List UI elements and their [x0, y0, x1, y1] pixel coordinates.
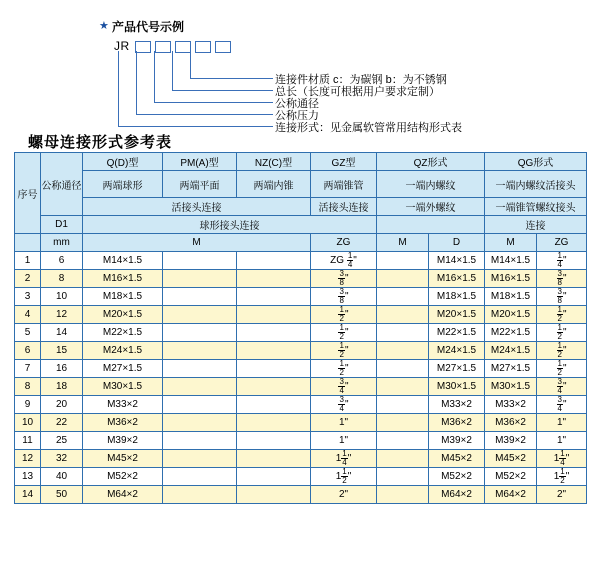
cell-nz: [237, 378, 311, 396]
cell-pm: [163, 450, 237, 468]
th-nz-desc: 两端内锥: [237, 171, 311, 198]
cell-qg-m: M30×1.5: [485, 378, 537, 396]
cell-gz: 1 $\frac{1}{4}$ ": [311, 450, 377, 468]
cell-serial: 4: [15, 306, 41, 324]
cell-serial: 14: [15, 486, 41, 504]
cell-qd: M33×2: [83, 396, 163, 414]
cell-qz-m: [377, 378, 429, 396]
cell-nominal-bore: 16: [41, 360, 83, 378]
cell-qd: M39×2: [83, 432, 163, 450]
cell-qz-m: [377, 414, 429, 432]
th-qg-thread: 一端锥管螺纹接头: [485, 198, 587, 216]
legend-item-bore: 公称通径: [275, 98, 319, 110]
th-qg-connect: 连接: [485, 216, 587, 234]
cell-gz: 1": [311, 432, 377, 450]
cell-qg-zg: $\frac{3}{8}$ ": [537, 288, 587, 306]
table-row: [15, 378, 587, 396]
cell-qg-zg: $\frac{3}{4}$ ": [537, 396, 587, 414]
legend-item-length: 总长（长度可根据用户要求定制）: [275, 86, 440, 98]
table-head: [15, 153, 587, 252]
cell-nominal-bore: 8: [41, 270, 83, 288]
cell-qz-d: M64×2: [429, 486, 485, 504]
table-row: [15, 396, 587, 414]
cell-qz-d: M52×2: [429, 468, 485, 486]
th-type-qd: Q(D)型: [83, 153, 163, 171]
cell-serial: 12: [15, 450, 41, 468]
cell-qg-zg: $\frac{1}{2}$ ": [537, 324, 587, 342]
cell-qz-m: [377, 468, 429, 486]
cell-nz: [237, 270, 311, 288]
cell-pm: [163, 306, 237, 324]
cell-nominal-bore: 32: [41, 450, 83, 468]
cell-qg-zg: 1 $\frac{1}{4}$ ": [537, 450, 587, 468]
table-row: [15, 324, 587, 342]
nut-connection-table: [14, 152, 587, 504]
cell-nz: [237, 414, 311, 432]
cell-qz-m: [377, 306, 429, 324]
cell-serial: 2: [15, 270, 41, 288]
th-d1: D1: [41, 216, 83, 234]
cell-qz-d: M16×1.5: [429, 270, 485, 288]
th-unit-qg-zg: ZG: [537, 234, 587, 252]
th-union-connect: 活接头连接: [83, 198, 311, 216]
cell-qg-m: M20×1.5: [485, 306, 537, 324]
th-qz-thread: 一端外螺纹: [377, 198, 485, 216]
table-row: [15, 432, 587, 450]
cell-qz-d: M18×1.5: [429, 288, 485, 306]
cell-gz: 1 $\frac{1}{2}$ ": [311, 468, 377, 486]
cell-nominal-bore: 12: [41, 306, 83, 324]
cell-gz: $\frac{3}{8}$ ": [311, 288, 377, 306]
cell-qd: M24×1.5: [83, 342, 163, 360]
cell-qd: M52×2: [83, 468, 163, 486]
table-row: [15, 450, 587, 468]
th-unit-zg: ZG: [311, 234, 377, 252]
cell-gz: $\frac{1}{2}$ ": [311, 360, 377, 378]
cell-nominal-bore: 22: [41, 414, 83, 432]
cell-nominal-bore: 20: [41, 396, 83, 414]
product-code-prefix: JR: [114, 39, 130, 53]
cell-qz-d: M39×2: [429, 432, 485, 450]
cell-qd: M30×1.5: [83, 378, 163, 396]
cell-qg-m: M18×1.5: [485, 288, 537, 306]
cell-qz-m: [377, 432, 429, 450]
cell-pm: [163, 414, 237, 432]
cell-serial: 8: [15, 378, 41, 396]
cell-qg-m: M16×1.5: [485, 270, 537, 288]
table-row: [15, 486, 587, 504]
cell-pm: [163, 432, 237, 450]
cell-nominal-bore: 25: [41, 432, 83, 450]
cell-pm: [163, 378, 237, 396]
cell-qz-m: [377, 252, 429, 270]
nut-connection-table-wrapper: [14, 152, 586, 504]
cell-qd: M22×1.5: [83, 324, 163, 342]
cell-qg-zg: $\frac{1}{4}$ ": [537, 252, 587, 270]
cell-pm: [163, 468, 237, 486]
section-title: 螺母连接形式参考表: [28, 134, 173, 151]
cell-serial: 1: [15, 252, 41, 270]
cell-pm: [163, 486, 237, 504]
leader-line-5: [118, 51, 273, 127]
cell-nz: [237, 396, 311, 414]
cell-qz-d: M27×1.5: [429, 360, 485, 378]
cell-gz: $\frac{3}{8}$ ": [311, 270, 377, 288]
cell-qz-d: M14×1.5: [429, 252, 485, 270]
table-row: [15, 306, 587, 324]
cell-nz: [237, 288, 311, 306]
cell-qd: M27×1.5: [83, 360, 163, 378]
cell-qd: M45×2: [83, 450, 163, 468]
cell-qd: M36×2: [83, 414, 163, 432]
cell-qd: M16×1.5: [83, 270, 163, 288]
table-row: [15, 270, 587, 288]
cell-qd: M18×1.5: [83, 288, 163, 306]
cell-qg-m: M36×2: [485, 414, 537, 432]
cell-qg-zg: $\frac{1}{2}$ ": [537, 360, 587, 378]
th-type-pm: PM(A)型: [163, 153, 237, 171]
cell-qz-m: [377, 486, 429, 504]
legend-item-material: 连接件材质 c：为碳钢 b：为不锈钢: [275, 74, 447, 86]
cell-qz-m: [377, 450, 429, 468]
table-row: [15, 414, 587, 432]
cell-serial: 13: [15, 468, 41, 486]
cell-qz-d: M36×2: [429, 414, 485, 432]
legend-item-connection: 连接形式：见金属软管常用结构形式表: [275, 122, 462, 134]
cell-nz: [237, 432, 311, 450]
product-code-legend: [0, 0, 600, 134]
table-row: [15, 288, 587, 306]
table-row: [15, 360, 587, 378]
cell-nz: [237, 342, 311, 360]
cell-gz: $\frac{1}{2}$ ": [311, 306, 377, 324]
cell-nz: [237, 306, 311, 324]
cell-serial: 5: [15, 324, 41, 342]
table-body: [15, 252, 587, 504]
cell-serial: 3: [15, 288, 41, 306]
th-ball-joint: 球形接头连接: [83, 216, 377, 234]
th-type-nz: NZ(C)型: [237, 153, 311, 171]
cell-serial: 11: [15, 432, 41, 450]
cell-gz: $\frac{1}{2}$ ": [311, 324, 377, 342]
th-qd-desc: 两端球形: [83, 171, 163, 198]
cell-qg-zg: $\frac{3}{8}$ ": [537, 270, 587, 288]
cell-nz: [237, 486, 311, 504]
cell-nominal-bore: 10: [41, 288, 83, 306]
cell-pm: [163, 252, 237, 270]
cell-nz: [237, 252, 311, 270]
cell-qd: M64×2: [83, 486, 163, 504]
cell-gz: $\frac{3}{4}$ ": [311, 396, 377, 414]
cell-qg-m: M52×2: [485, 468, 537, 486]
cell-qg-zg: $\frac{1}{2}$ ": [537, 306, 587, 324]
cell-gz: $\frac{3}{4}$ ": [311, 378, 377, 396]
cell-qg-m: M45×2: [485, 450, 537, 468]
th-type-qz: QZ形式: [377, 153, 485, 171]
cell-qz-d: M33×2: [429, 396, 485, 414]
cell-nz: [237, 324, 311, 342]
th-type-gz: GZ型: [311, 153, 377, 171]
th-gz-desc: 两端锥管: [311, 171, 377, 198]
cell-qz-d: M24×1.5: [429, 342, 485, 360]
cell-qz-m: [377, 288, 429, 306]
cell-nz: [237, 360, 311, 378]
cell-gz: ZG $\frac{1}{4}$ ": [311, 252, 377, 270]
th-unit-sn: [15, 234, 41, 252]
cell-pm: [163, 360, 237, 378]
cell-qg-m: M14×1.5: [485, 252, 537, 270]
cell-pm: [163, 288, 237, 306]
th-unit-qz-d: D: [429, 234, 485, 252]
th-pm-desc: 两端平面: [163, 171, 237, 198]
cell-nominal-bore: 15: [41, 342, 83, 360]
cell-pm: [163, 270, 237, 288]
cell-qz-d: M45×2: [429, 450, 485, 468]
cell-gz: $\frac{1}{2}$ ": [311, 342, 377, 360]
cell-qg-zg: 1 $\frac{1}{2}$ ": [537, 468, 587, 486]
cell-qg-zg: $\frac{3}{4}$ ": [537, 378, 587, 396]
cell-gz: 1": [311, 414, 377, 432]
cell-qg-zg: 1": [537, 432, 587, 450]
cell-serial: 7: [15, 360, 41, 378]
cell-nominal-bore: 50: [41, 486, 83, 504]
cell-serial: 6: [15, 342, 41, 360]
cell-nominal-bore: 6: [41, 252, 83, 270]
th-unit-m: M: [83, 234, 311, 252]
th-qz-desc: 一端内螺纹: [377, 171, 485, 198]
cell-qz-d: M22×1.5: [429, 324, 485, 342]
cell-qz-m: [377, 270, 429, 288]
cell-nominal-bore: 14: [41, 324, 83, 342]
th-qg-desc: 一端内螺纹活接头: [485, 171, 587, 198]
cell-nominal-bore: 18: [41, 378, 83, 396]
cell-qz-d: M30×1.5: [429, 378, 485, 396]
cell-qg-zg: 1": [537, 414, 587, 432]
cell-qz-d: M20×1.5: [429, 306, 485, 324]
cell-pm: [163, 396, 237, 414]
table-row: [15, 342, 587, 360]
th-qz-connect: [377, 216, 485, 234]
cell-pm: [163, 342, 237, 360]
cell-qz-m: [377, 342, 429, 360]
th-unit-qz-m: M: [377, 234, 429, 252]
cell-qz-m: [377, 324, 429, 342]
star-icon: ★: [99, 20, 109, 32]
cell-gz: 2": [311, 486, 377, 504]
legend-item-pressure: 公称压力: [275, 110, 319, 122]
th-unit-mm: mm: [41, 234, 83, 252]
cell-nz: [237, 450, 311, 468]
cell-qg-m: M24×1.5: [485, 342, 537, 360]
cell-nz: [237, 468, 311, 486]
th-serial: 序号: [15, 153, 41, 234]
th-nominal-bore: 公称通径: [41, 153, 83, 216]
cell-qz-m: [377, 360, 429, 378]
cell-qd: M14×1.5: [83, 252, 163, 270]
table-row: [15, 252, 587, 270]
cell-qg-zg: $\frac{1}{2}$ ": [537, 342, 587, 360]
cell-qg-m: M27×1.5: [485, 360, 537, 378]
cell-qz-m: [377, 396, 429, 414]
legend-title: 产品代号示例: [112, 20, 185, 34]
cell-qg-m: M39×2: [485, 432, 537, 450]
cell-serial: 10: [15, 414, 41, 432]
cell-serial: 9: [15, 396, 41, 414]
cell-qg-m: M22×1.5: [485, 324, 537, 342]
cell-pm: [163, 324, 237, 342]
th-unit-qg-m: M: [485, 234, 537, 252]
cell-qg-m: M33×2: [485, 396, 537, 414]
cell-qd: M20×1.5: [83, 306, 163, 324]
th-gz-connect: 活接头连接: [311, 198, 377, 216]
cell-nominal-bore: 40: [41, 468, 83, 486]
cell-qg-m: M64×2: [485, 486, 537, 504]
cell-qg-zg: 2": [537, 486, 587, 504]
th-type-qg: QG形式: [485, 153, 587, 171]
table-row: [15, 468, 587, 486]
